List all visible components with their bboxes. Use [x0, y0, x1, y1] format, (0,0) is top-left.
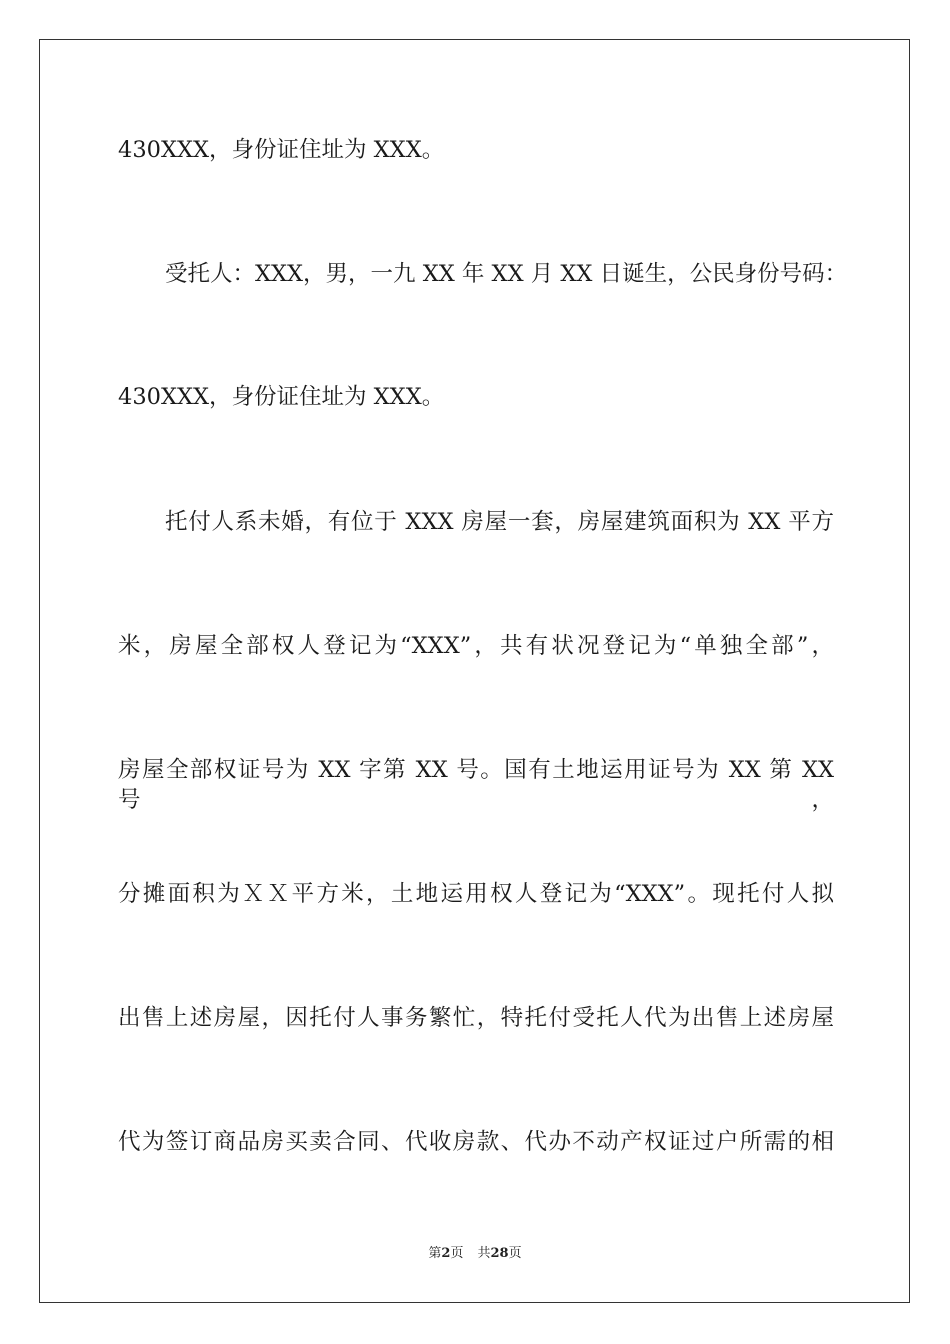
text-line: 分摊面积为ＸＸ平方米，土地运用权人登记为“XXX”。现托付人拟 [118, 881, 834, 907]
page-number: 2 [441, 1246, 451, 1261]
text-line: 出售上述房屋，因托付人事务繁忙，特托付受托人代为出售上述房屋 [118, 1005, 834, 1031]
total-pages: 28 [490, 1246, 509, 1261]
text-line: 430XXX，身份证住址为 XXX。 [118, 137, 445, 163]
text-line: 430XXX，身份证住址为 XXX。 [118, 384, 445, 410]
total-suffix: 页 [508, 1246, 522, 1261]
page-footer [0, 1245, 950, 1263]
text-line: 米，房屋全部权人登记为“XXX”，共有状况登记为“单独全部”， [118, 633, 834, 659]
text-line: 房屋全部权证号为 XX 字第 XX 号。国有土地运用证号为 XX 第 XX 号， [118, 757, 834, 813]
text-line: 代为签订商品房买卖合同、代收房款、代办不动产权证过户所需的相 [118, 1129, 834, 1155]
page-prefix: 第 [428, 1246, 442, 1261]
text-line: 托付人系未婚，有位于 XXX 房屋一套，房屋建筑面积为 XX 平方 [165, 509, 834, 535]
page-suffix: 页 [450, 1246, 464, 1261]
total-prefix: 共 [477, 1246, 491, 1261]
page-border [39, 39, 910, 1303]
text-line: 受托人：XXX，男，一九 XX 年 XX 月 XX 日诞生，公民身份号码： [165, 261, 848, 287]
